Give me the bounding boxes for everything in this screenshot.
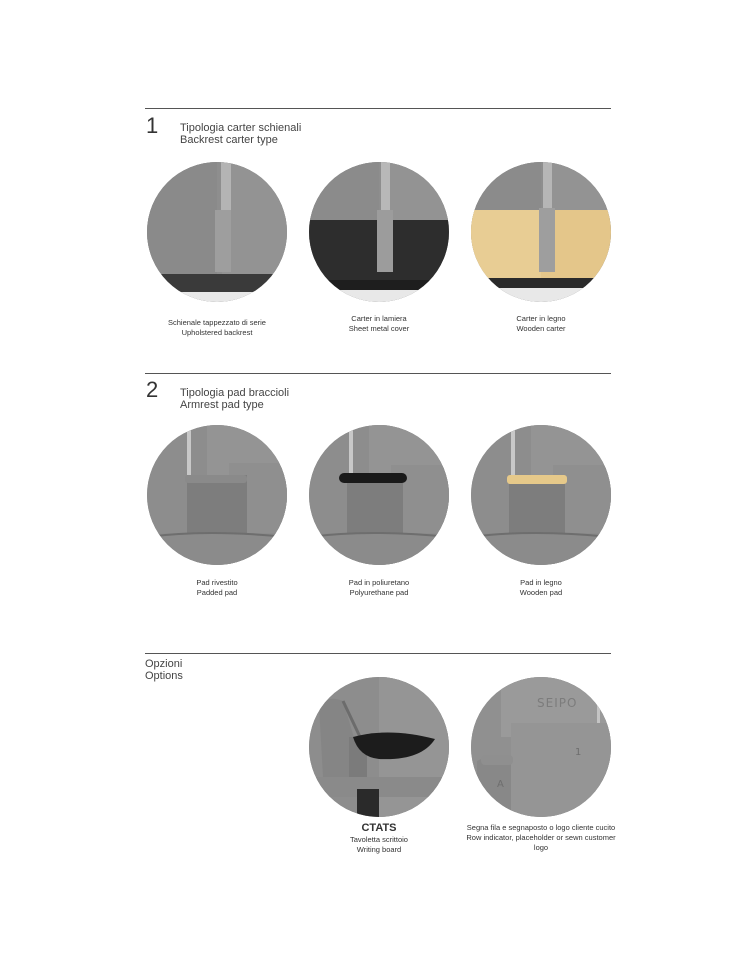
- caption-it: Carter in legno: [516, 314, 566, 323]
- caption-it: Schienale tappezzato di serie: [168, 318, 266, 327]
- row-letter-text: A: [497, 779, 504, 790]
- section-2-title-it: Tipologia pad braccioli: [180, 387, 290, 399]
- wooden-carter-icon: [471, 162, 611, 302]
- wooden-carter-image: [471, 162, 611, 302]
- row-indicator-caption: [461, 823, 621, 853]
- upholstered-backrest-image: [147, 162, 287, 302]
- writing-board-icon: [309, 677, 449, 817]
- caption-en: Wooden carter: [516, 324, 566, 333]
- caption-it: Tavoletta scrittoio: [350, 835, 408, 844]
- caption-en: Sheet metal cover: [348, 324, 410, 333]
- seat-logo-text: SEIPO: [537, 696, 578, 710]
- options-title: [145, 658, 183, 682]
- sheet-metal-cover-caption: [299, 314, 459, 334]
- section-1-title: [180, 122, 301, 146]
- wooden-pad-image: [471, 425, 611, 565]
- sheet-metal-cover-image: [309, 162, 449, 302]
- writing-board-code: CTATS: [361, 822, 397, 834]
- caption-it: Pad in poliuretano: [348, 578, 410, 587]
- row-indicator-image: [471, 677, 611, 817]
- polyurethane-pad-icon: [309, 425, 449, 565]
- section-2-number: 2: [146, 377, 159, 402]
- polyurethane-pad-image: [309, 425, 449, 565]
- caption-en: Padded pad: [196, 588, 238, 597]
- wooden-pad-icon: [471, 425, 611, 565]
- padded-pad-image: [147, 425, 287, 565]
- padded-pad-icon: [147, 425, 287, 565]
- section-1-title-it: Tipologia carter schienali: [180, 122, 302, 134]
- caption-en: Row indicator, placeholder or sewn customer logo: [466, 833, 616, 852]
- upholstered-backrest-caption: [137, 318, 297, 338]
- upholstered-backrest-icon: [147, 162, 287, 302]
- section-2-title-en: Armrest pad type: [180, 399, 264, 411]
- caption-en: Writing board: [356, 845, 402, 854]
- seat-number-text: 1: [575, 747, 582, 758]
- caption-it: Pad in legno: [520, 578, 562, 587]
- caption-it: Pad rivestito: [196, 578, 238, 587]
- caption-it: Segna fila e segnaposto o logo cliente cucito: [466, 823, 616, 832]
- section-2-divider: [145, 373, 611, 374]
- caption-en: Wooden pad: [519, 588, 563, 597]
- padded-pad-caption: [137, 578, 297, 598]
- writing-board-image: [309, 677, 449, 817]
- options-divider: [145, 653, 611, 654]
- caption-en: Polyurethane pad: [349, 588, 409, 597]
- section-1-number: 1: [146, 113, 159, 138]
- options-title-en: Options: [145, 670, 183, 682]
- sheet-metal-cover-icon: [309, 162, 449, 302]
- writing-board-caption: [299, 822, 459, 855]
- caption-en: Upholstered backrest: [181, 328, 253, 337]
- caption-it: Carter in lamiera: [351, 314, 407, 323]
- section-1-divider: [145, 108, 611, 109]
- wooden-pad-caption: [461, 578, 621, 598]
- options-title-it: Opzioni: [145, 658, 183, 670]
- section-2-title: [180, 387, 289, 411]
- polyurethane-pad-caption: [299, 578, 459, 598]
- wooden-carter-caption: [461, 314, 621, 334]
- section-1-title-en: Backrest carter type: [180, 134, 278, 146]
- row-indicator-icon: [471, 677, 611, 817]
